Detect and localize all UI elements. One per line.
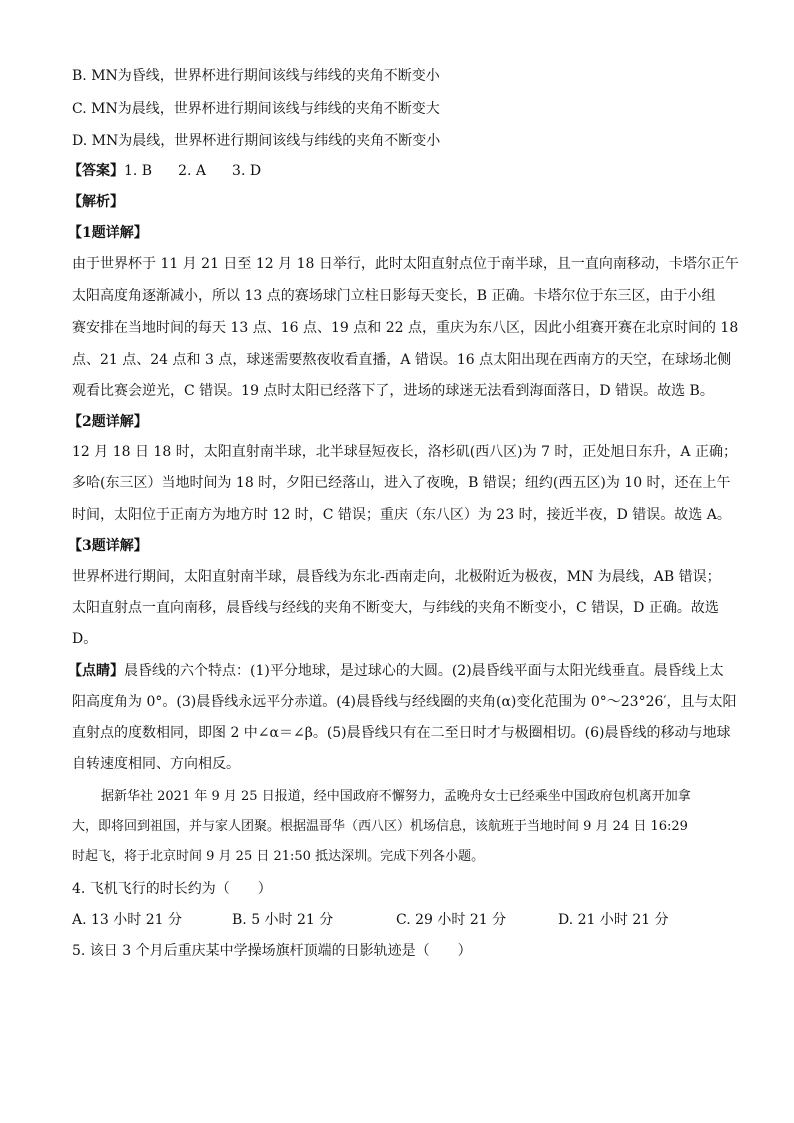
q2-line: 12 月 18 日 18 时，太阳直射南半球，北半球昼短夜长，洛杉矶(西八区)为 7 时，正处旭日东升，A 正确；	[72, 444, 737, 460]
tip-line-1	[68, 661, 724, 681]
q1-line: 点、21 点、24 点和 3 点，球迷需要熬夜收看直播，A 错误。16 点太阳出现在西南方的天空，在球场北侧	[72, 352, 732, 368]
passage-line: 时起飞，将于北京时间 9 月 25 日 21:50 抵达深圳。完成下列各小题。	[72, 849, 485, 864]
analysis-label: 【解析】	[68, 194, 124, 210]
q3-line: 太阳直射点一直向南移，晨昏线与经线的夹角不断变大，与纬线的夹角不断变小，C 错误，D 正确。故选	[72, 600, 719, 616]
q4-option-b: B. 5 小时 21 分	[232, 912, 334, 928]
q4-option-c: C. 29 小时 21 分	[396, 912, 507, 928]
q2-label: 【2题详解】	[68, 414, 148, 430]
q2-line: 时间，太阳位于正南方为地方时 12 时，C 错误；重庆（东八区）为 23 时，接近半夜，D 错误。故选 A。	[72, 507, 731, 523]
tip-text: 晨昏线的六个特点：(1)平分地球，是过球心的大圆。(2)晨昏线平面与太阳光线垂直。晨昏线上太	[124, 663, 724, 679]
tip-label: 【点睛】	[68, 663, 124, 679]
q1-line: 由于世界杯于 11 月 21 日至 12 月 18 日举行，此时太阳直射点位于南半球，且一直向南移动，卡塔尔正午	[72, 256, 739, 272]
q1-line: 赛安排在当地时间的每天 13 点、16 点、19 点和 22 点，重庆为东八区，因此小组赛开赛在北京时间的 18	[72, 320, 739, 336]
tip-line: 阳高度角为 0°。(3)晨昏线永远平分赤道。(4)晨昏线与经线圈的夹角(α)变化范围为 0°～23°26′，且与太阳	[72, 694, 737, 710]
q4-options	[72, 910, 722, 930]
q3-line: 世界杯进行期间，太阳直射南半球，晨昏线为东北-西南走向，北极附近为极夜，MN 为晨线，AB 错误；	[72, 569, 721, 585]
answer-3: 3. D	[232, 163, 262, 179]
q3-label: 【3题详解】	[68, 538, 148, 554]
option-b-prev: B. MN为昏线，世界杯进行期间该线与纬线的夹角不断变小	[72, 68, 440, 84]
passage-line: 据新华社 2021 年 9 月 25 日报道，经中国政府不懈努力，孟晚舟女士已经乘坐中国政府包机离开加拿	[101, 789, 691, 804]
option-c-prev: C. MN为晨线，世界杯进行期间该线与纬线的夹角不断变大	[72, 101, 440, 117]
answer-1: 1. B	[124, 163, 153, 179]
q5-stem: 5. 该日 3 个月后重庆某中学操场旗杆顶端的日影轨迹是（ ）	[72, 943, 472, 959]
q1-line: 太阳高度角逐渐减小，所以 13 点的赛场球门立柱日影每天变长，B 正确。卡塔尔位于东三区，由于小组	[72, 288, 716, 304]
answer-2: 2. A	[178, 163, 207, 179]
passage-line: 大，即将回到祖国，并与家人团聚。根据温哥华（西八区）机场信息，该航班于当地时间 9 月 24 日 16:29	[72, 819, 688, 834]
answer-line	[68, 161, 261, 181]
q4-option-d: D. 21 小时 21 分	[558, 912, 669, 928]
q3-line: D。	[72, 631, 98, 647]
answer-label: 【答案】	[68, 163, 124, 179]
q4-option-a: A. 13 小时 21 分	[72, 912, 182, 928]
option-d-prev: D. MN为晨线，世界杯进行期间该线与纬线的夹角不断变小	[72, 133, 441, 149]
tip-line: 自转速度相同、方向相反。	[72, 756, 240, 772]
q4-stem: 4. 飞机飞行的时长约为（ ）	[72, 881, 272, 897]
q1-line: 观看比赛会逆光，C 错误。19 点时太阳已经落下了，进场的球迷无法看到海面落日，D 错误。故选 B。	[72, 383, 714, 399]
q2-line: 多哈(东三区）当地时间为 18 时，夕阳已经落山，进入了夜晚，B 错误；纽约(西五区)为 10 时，还在上午	[72, 475, 731, 491]
q1-label: 【1题详解】	[68, 225, 148, 241]
tip-line: 直射点的度数相同，即图 2 中∠α＝∠β。(5)晨昏线只有在二至日时才与极圈相切。(6)晨昏线的移动与地球	[72, 725, 731, 741]
